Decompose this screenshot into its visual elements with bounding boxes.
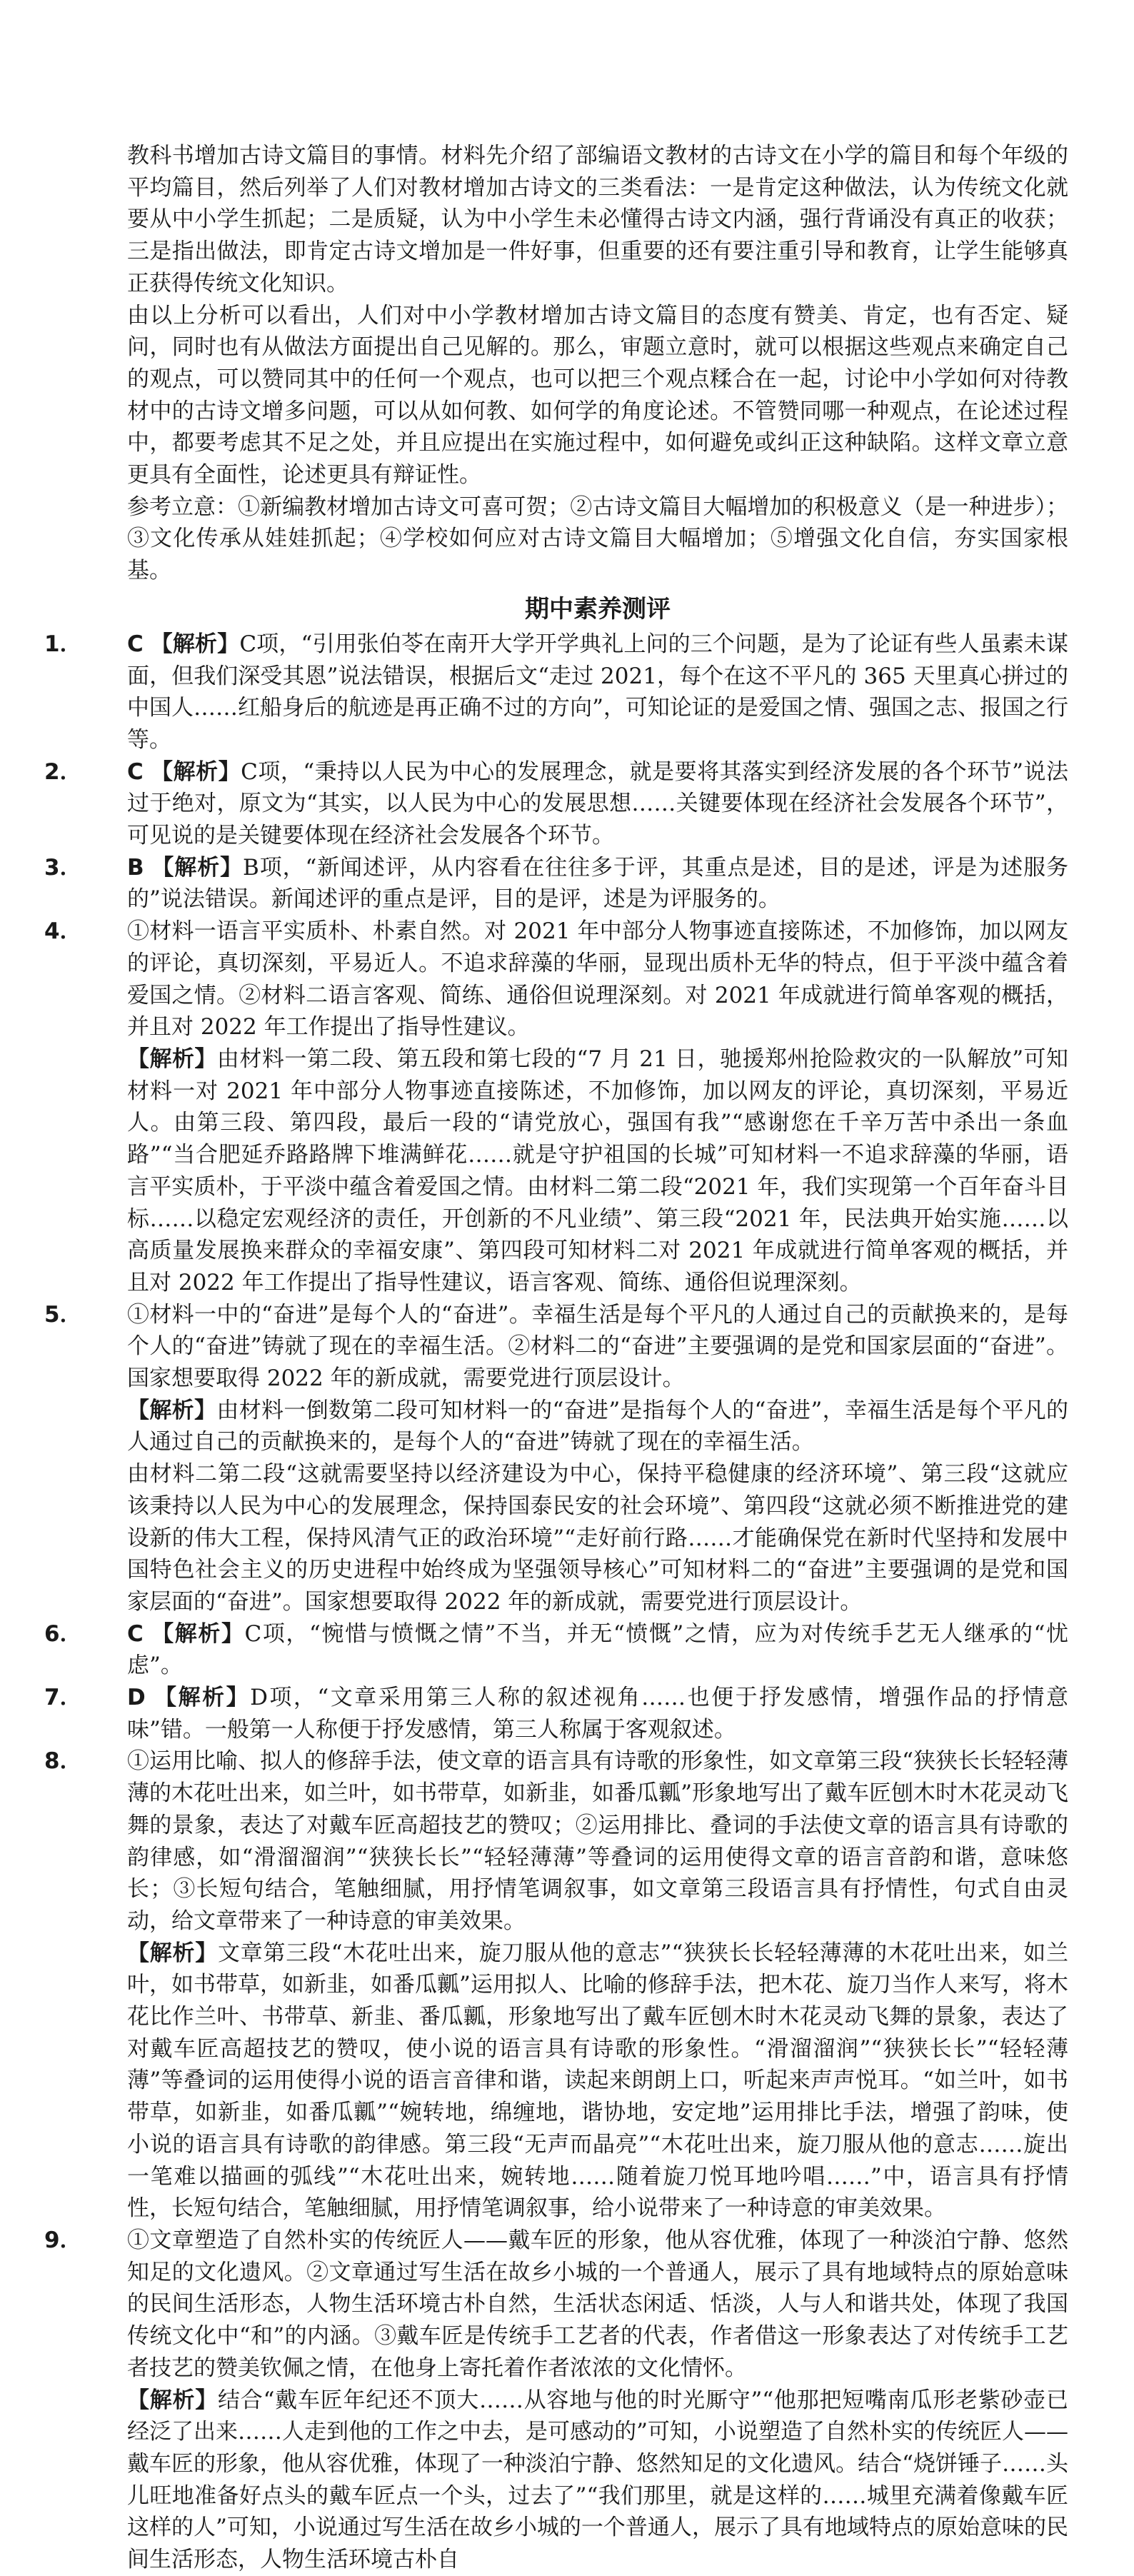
answer-choice: B — [127, 854, 144, 881]
answer-choice: C — [127, 631, 144, 657]
analysis-paragraph — [127, 1395, 1068, 1458]
answer-body: B项，“新闻述评，从内容看在往往多于评，其重点是述，目的是述，评是为述服务的”说法错误。新闻述评的重点是评，目的是评，述是为评服务的。 — [127, 854, 1069, 913]
answer-item — [44, 1682, 1069, 1745]
answer-body: C项，“秉持以人民为中心的发展理念，就是要将其落实到经济发展的各个环节”说法过于绝对，原文为“其实，以人民为中心的发展思想……关键要体现在经济社会发展各个环节”，可见说的是关键要体现在经济社会发展各个环节。 — [127, 758, 1068, 849]
answer-body: ①材料一语言平实质朴、朴素自然。对 2021 年中部分人物事迹直接陈述，不加修饰，加以网友的评论，真切深刻，平易近人。不追求辞藻的华丽，显现出质朴无华的特点，但于平淡中蕴含着爱国之情。②材料二语言客观、简练、通俗但说理深刻。对 2021 年成就进行简单客观的概括，并且对 2022 年工作提出了指导性建议。 — [127, 918, 1068, 1041]
answer-body: ①材料一中的“奋进”是每个人的“奋进”。幸福生活是每个平凡的人通过自己的贡献换来的，是每个人的“奋进”铸就了现在的幸福生活。②材料二的“奋进”主要强调的是党和国家层面的“奋进”。国家想要取得 2022 年的新成就，需要党进行顶层设计。 — [127, 1301, 1068, 1392]
answer-list — [44, 628, 1069, 2576]
analysis-body: 文章第三段“木花吐出来，旋刀服从他的意志”“狭狭长长轻轻薄薄的木花吐出来，如兰叶，如书带草，如新韭，如番瓜瓤”运用拟人、比喻的修辞手法，把木花、旋刀当作人来写，将木花比作兰叶、书带草、新韭、番瓜瓤，形象地写出了戴车匠刨木时木花灵动飞舞的景象，表达了对戴车匠高超技艺的赞叹，使小说的语言具有诗歌的形象性。“滑溜溜润”“狭狭长长”“轻轻薄薄”等叠词的运用使得小说的语言音律和谐，读起来朗朗上口，听起来声声悦耳。“如兰叶，如书带草，如新韭，如番瓜瓤”“婉转地，绵缠地，谐协地，安定地”运用排比手法，增强了韵味，使小说的语言具有诗歌的韵律感。第三段“无声而晶亮”“木花吐出来，旋刀服从他的意志……旋出一笔难以描画的弧线”“木花吐出来，婉转地……随着旋刀悦耳地吟唱……”中，语言具有抒情性，长短句结合，笔触细腻，用抒情笔调叙事，给小说带来了一种诗意的审美效果。 — [127, 1940, 1069, 2222]
analysis-body: 由材料一第二段、第五段和第七段的“7 月 21 日，驰援郑州抢险救灾的一队解放”可知材料一对 2021 年中部分人物事迹直接陈述，不加修饰，加以网友的评论，真切深刻，平易近人。由第三段、第四段，最后一段的“请党放心，强国有我”“感谢您在千辛万苦中杀出一条血路”“当合肥延乔路路牌下堆满鲜花……就是守护祖国的长城”可知材料一不追求辞藻的华丽，语言平实质朴，于平淡中蕴含着爱国之情。由材料二第二段“2021 年，我们实现第一个百年奋斗目标……以稳定宏观经济的责任，开创新的不凡业绩”、第三段“2021 年，民法典开始实施……以高质量发展换来群众的幸福安康”、第四段可知材料二对 2021 年成就进行简单客观的概括，并且对 2022 年工作提出了指导性建议，语言客观、简练、通俗但说理深刻。 — [127, 1046, 1068, 1295]
intro-section — [127, 140, 1068, 587]
analysis-tag: 【解析】 — [151, 1620, 245, 1647]
answer-item — [44, 1745, 1069, 2225]
answer-body: ①文章塑造了自然朴实的传统匠人——戴车匠的形象，他从容优雅，体现了一种淡泊宁静、悠然知足的文化遗风。②文章通过写生活在故乡小城的一个普通人，展示了具有地域特点的原始意味的民间生活形态，人物生活环境古朴自然，生活状态闲适、恬淡，人与人和谐共处，体现了我国传统文化中“和”的内涵。③戴车匠是传统手工艺者的代表，作者借这一形象表达了对传统手工艺者技艺的赞美钦佩之情，在他身上寄托着作者浓浓的文化情怀。 — [127, 2227, 1068, 2381]
answer-choice: C — [127, 758, 144, 785]
answer-text — [127, 1299, 1068, 1395]
item-number: 3． — [44, 854, 82, 881]
answer-body: C项，“引用张伯苓在南开大学开学典礼上问的三个问题，是为了论证有些人虽素未谋面，但我们深受其恩”说法错误，根据后文“走过 2021，每个在这不平凡的 365 天里真心拼过的中国人……红船身后的航迹是再正确不过的方向”，可知论证的是爱国之情、强国之志、报国之行等。 — [127, 631, 1068, 753]
answer-body: C项，“惋惜与愤慨之情”不当，并无“愤慨”之情，应为对传统手艺无人继承的“忧虑”。 — [127, 1620, 1068, 1679]
answer-item — [44, 756, 1068, 852]
answer-item — [44, 2225, 1068, 2576]
analysis-body: 结合“戴车匠年纪还不顶大……从容地与他的时光厮守”“他那把短嘴南瓜形老紫砂壶已经泛了出来……人走到他的工作之中去，是可感动的”可知，小说塑造了自然朴实的传统匠人——戴车匠的形象，他从容优雅，体现了一种淡泊宁静、悠然知足的文化遗风。结合“烧饼锤子……头儿旺地准备好点头的戴车匠点一个头，过去了”“我们那里，就是这样的……城里充满着像戴车匠这样的人”可知，小说通过写生活在故乡小城的一个普通人，展示了具有地域特点的原始意味的民间生活形态，人物生活环境古朴自 — [127, 2387, 1068, 2573]
section-title: 期中素养测评 — [525, 594, 671, 623]
intro-paragraph: 参考立意：①新编教材增加古诗文可喜可贺；②古诗文篇目大幅增加的积极意义（是一种进步）；③文化传承从娃娃抓起；④学校如何应对古诗文篇目大幅增加；⑤增强文化自信，夯实国家根基。 — [127, 493, 1068, 584]
analysis-tag: 【解析】 — [154, 1685, 251, 1711]
analysis-paragraph — [127, 1043, 1068, 1299]
answer-choice: C — [127, 1620, 144, 1647]
item-number: 7． — [44, 1685, 82, 1711]
answer-text — [127, 1618, 1068, 1682]
analysis-tag: 【解析】 — [127, 1046, 217, 1072]
answer-item — [44, 916, 1068, 1298]
analysis-tag: 【解析】 — [127, 2387, 219, 2413]
analysis-tag: 【解析】 — [127, 1940, 218, 1966]
answer-item — [44, 1618, 1068, 1682]
item-number: 6． — [44, 1620, 82, 1647]
answer-choice: D — [127, 1685, 146, 1711]
analysis-paragraph — [127, 2385, 1068, 2576]
answer-text — [127, 1745, 1068, 1937]
item-number: 1． — [44, 631, 82, 657]
item-number: 8． — [44, 1748, 82, 1775]
item-number: 5． — [44, 1301, 82, 1328]
answer-text — [127, 2225, 1068, 2385]
answer-text — [127, 916, 1068, 1043]
answer-item — [44, 852, 1069, 916]
answer-item — [44, 1299, 1068, 1618]
item-number: 9． — [44, 2227, 82, 2253]
analysis-body: 由材料二第二段“这就需要坚持以经济建设为中心，保持平稳健康的经济环境”、第三段“这就应该秉持以人民为中心的发展理念，保持国泰民安的社会环境”、第四段“这就必须不断推进党的建设新的伟大工程，保持风清气正的政治环境”“走好前行路……才能确保党在新时代坚持和发展中国特色社会主义的历史进程中始终成为坚强领导核心”可知材料二的“奋进”主要强调的是党和国家层面的“奋进”。国家想要取得 2022 年的新成就，需要党进行顶层设计。 — [127, 1461, 1068, 1615]
answer-text — [127, 628, 1068, 756]
answer-text — [127, 1682, 1068, 1745]
item-number: 4． — [44, 918, 82, 945]
intro-paragraph: 教科书增加古诗文篇目的事情。材料先介绍了部编语文教材的古诗文在小学的篇目和每个年级的平均篇目，然后列举了人们对教材增加古诗文的三类看法：一是肯定这种做法，认为传统文化就要从中小学生抓起；二是质疑，认为中小学生未必懂得古诗文内涵，强行背诵没有真正的收获；三是指出做法，即肯定古诗文增加是一件好事，但重要的还有要注重引导和教育，让学生能够真正获得传统文化知识。 — [127, 143, 1068, 296]
intro-paragraph: 由以上分析可以看出，人们对中小学教材增加古诗文篇目的态度有赞美、肯定，也有否定、疑问，同时也有从做法方面提出自己见解的。那么，审题立意时，就可以根据这些观点来确定自己的观点，可以赞同其中的任何一个观点，也可以把三个观点糅合在一起，讨论中小学如何对待教材中的古诗文增多问题，可以从如何教、如何学的角度论述。不管赞同哪一种观点，在论述过程中，都要考虑其不足之处，并且应提出在实施过程中，如何避免或纠正这种缺陷。这样文章立意更具有全面性，论述更具有辩证性。 — [127, 302, 1068, 488]
analysis-paragraph — [127, 1458, 1068, 1618]
analysis-tag: 【解析】 — [127, 1397, 217, 1423]
analysis-body: 由材料一倒数第二段可知材料一的“奋进”是指每个人的“奋进”，幸福生活是每个平凡的人通过自己的贡献换来的，是每个人的“奋进”铸就了现在的幸福生活。 — [127, 1397, 1068, 1455]
analysis-tag: 【解析】 — [150, 631, 240, 657]
analysis-tag: 【解析】 — [151, 758, 241, 785]
analysis-tag: 【解析】 — [151, 854, 244, 881]
answer-item — [44, 628, 1068, 756]
answer-body: ①运用比喻、拟人的修辞手法，使文章的语言具有诗歌的形象性，如文章第三段“狭狭长长轻轻薄薄的木花吐出来，如兰叶，如书带草，如新韭，如番瓜瓤”形象地写出了戴车匠刨木时木花灵动飞舞的景象，表达了对戴车匠高超技艺的赞叹；②运用排比、叠词的手法使文章的语言具有诗歌的韵律感，如“滑溜溜润”“狭狭长长”“轻轻薄薄”等叠词的运用使得文章的语言音韵和谐，意味悠长；③长短句结合，笔触细腻，用抒情笔调叙事，如文章第三段语言具有抒情性，句式自由灵动，给文章带来了一种诗意的审美效果。 — [127, 1748, 1068, 1934]
answer-body: D项，“文章采用第三人称的叙述视角……也便于抒发感情，增强作品的抒情意味”错。一般第一人称便于抒发感情，第三人称属于客观叙述。 — [127, 1685, 1069, 1743]
item-number: 2． — [44, 758, 82, 785]
analysis-paragraph — [127, 1938, 1068, 2225]
answer-text — [127, 756, 1068, 852]
answer-text — [127, 852, 1068, 916]
